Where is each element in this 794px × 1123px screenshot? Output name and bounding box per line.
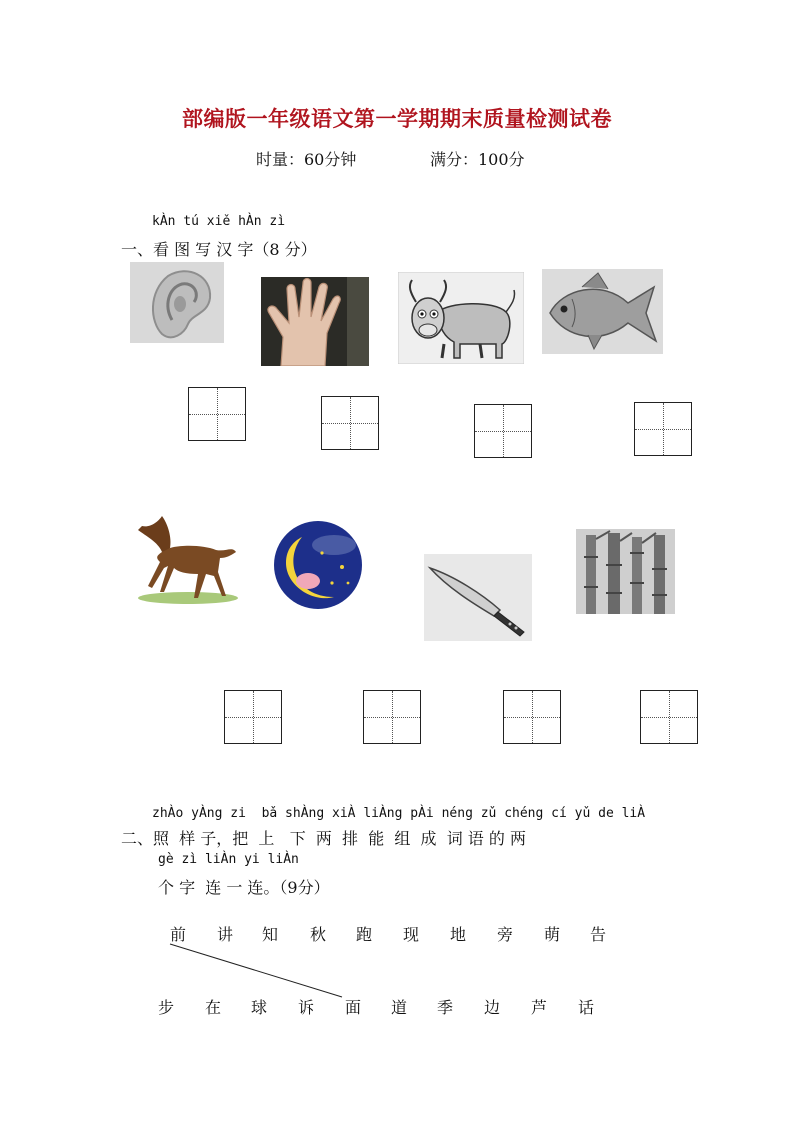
answer-box-5[interactable] bbox=[224, 690, 282, 744]
top-row-char-4[interactable]: 秋 bbox=[310, 925, 327, 944]
top-row-char-3[interactable]: 知 bbox=[262, 925, 279, 944]
bottom-row-char-4[interactable]: 诉 bbox=[298, 998, 315, 1017]
knife-image bbox=[424, 554, 532, 641]
bottom-row-char-6[interactable]: 道 bbox=[391, 998, 408, 1017]
top-row-char-1[interactable]: 前 bbox=[170, 925, 187, 944]
section1-pinyin: kÀn tú xiě hÀn zì bbox=[152, 214, 286, 229]
full-score: 满分：100分 bbox=[430, 150, 525, 169]
answer-box-6[interactable] bbox=[363, 690, 421, 744]
answer-box-4[interactable] bbox=[634, 402, 692, 456]
section2-heading-line2: 个 字 连 一 连。（9分） bbox=[158, 878, 330, 897]
page-title: 部编版一年级语文第一学期期末质量检测试卷 bbox=[182, 106, 612, 131]
fish-image bbox=[542, 269, 663, 354]
top-row-char-5[interactable]: 跑 bbox=[356, 925, 373, 944]
top-row-char-2[interactable]: 讲 bbox=[217, 925, 234, 944]
bottom-row-char-5[interactable]: 面 bbox=[345, 998, 362, 1017]
section2-heading-line1: 二、照 样 子，把 上 下 两 排 能 组 成 词 语 的 两 bbox=[121, 829, 526, 848]
top-row-char-8[interactable]: 旁 bbox=[497, 925, 514, 944]
bottom-row-char-9[interactable]: 芦 bbox=[531, 998, 548, 1017]
ear-image bbox=[130, 262, 224, 343]
exam-time: 时量：60分钟 bbox=[256, 150, 357, 169]
section2-pinyin-line1: zhÀo yÀng zi bǎ shÀng xiÀ liÀng pÀi néng zǔ chéng cí yǔ de liÀ bbox=[152, 806, 646, 821]
bamboo-image bbox=[576, 529, 675, 614]
bottom-row-char-10[interactable]: 话 bbox=[578, 998, 595, 1017]
answer-box-1[interactable] bbox=[188, 387, 246, 441]
answer-box-3[interactable] bbox=[474, 404, 532, 458]
answer-box-7[interactable] bbox=[503, 690, 561, 744]
bottom-row-char-8[interactable]: 边 bbox=[484, 998, 501, 1017]
top-row-char-9[interactable]: 萌 bbox=[544, 925, 561, 944]
section1-heading: 一、看 图 写 汉 字（8 分） bbox=[121, 240, 317, 259]
bottom-row-char-7[interactable]: 季 bbox=[437, 998, 454, 1017]
section2-pinyin-line2: gè zì liÀn yi liÀn bbox=[158, 852, 299, 867]
horse-image bbox=[134, 512, 240, 606]
bottom-row-char-3[interactable]: 球 bbox=[251, 998, 268, 1017]
bottom-row-char-1[interactable]: 步 bbox=[158, 998, 175, 1017]
moon-image bbox=[272, 519, 364, 609]
top-row-char-10[interactable]: 告 bbox=[590, 925, 607, 944]
top-row-char-6[interactable]: 现 bbox=[403, 925, 420, 944]
bottom-row-char-2[interactable]: 在 bbox=[205, 998, 222, 1017]
answer-box-2[interactable] bbox=[321, 396, 379, 450]
ox-image bbox=[398, 272, 524, 364]
top-row-char-7[interactable]: 地 bbox=[450, 925, 467, 944]
hand-image bbox=[261, 277, 369, 366]
answer-box-8[interactable] bbox=[640, 690, 698, 744]
